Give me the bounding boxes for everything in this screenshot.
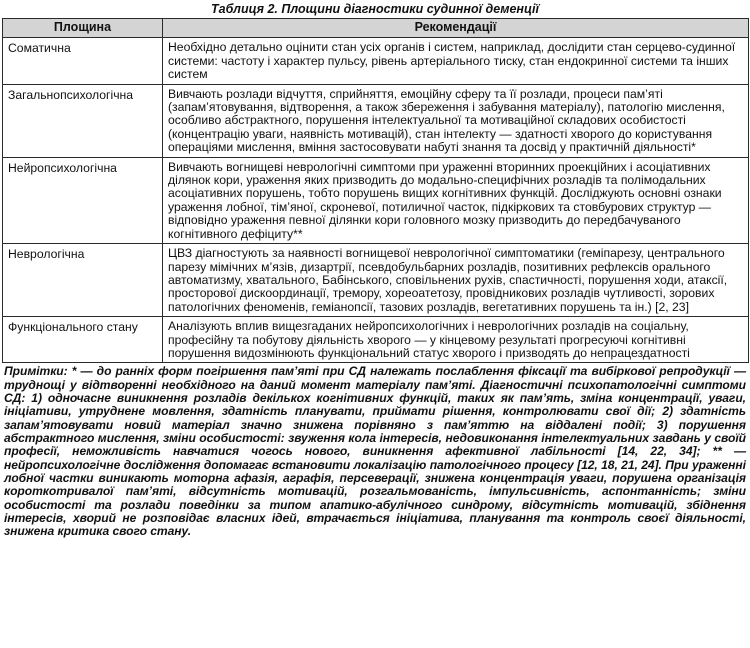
document bbox=[2, 2, 748, 539]
row-area: Функціонального стану bbox=[3, 317, 163, 363]
diagnostics-table bbox=[2, 18, 749, 363]
table-header-row bbox=[3, 19, 749, 38]
row-area: Нейропсихологічна bbox=[3, 157, 163, 243]
row-recommendation: Аналізують вплив вищезгаданих нейропсихологічних і неврологічних розладів на соціальну, професійну та побутову діяльність хворого — у кінцевому результаті прогресуючі когнітивні порушення видозмінюють функціональний статус хворого і призводять до непрацездатності bbox=[163, 317, 749, 363]
header-recommendations: Рекомендації bbox=[163, 19, 749, 38]
table-row bbox=[3, 38, 749, 84]
table-notes: Примітки: * — до ранніх форм погіршення пам’яті при СД належать послаблення фіксації та вибіркової репродукції — труднощі у відтворенні необхідного на даний момент матеріалу пам’яті. Діагностичні психопатологічні симптоми СД: 1) одночасне виникнення розладів декількох когнітивних функцій, таких як пам’ять, зміна концентрації, уваги, ініціативи, утруднене мовлення, здатність планувати, приймати рішення, контролювати свої дії; 2) здатність запам’ятовувати новий матеріал значно знижена порівняно з пам’яттю на віддалені події; 3) порушення абстрактного мислення, зміни особистості: звуження кола інтересів, недовиконання інтелектуальних завдань у своїй професії, неможливість навчатися чогось нового, виникнення афективної лабільності [14, 22, 34]; ** — нейропсихологічне дослідження допомагає встановити локалізацію патологічного процесу [12, 18, 21, 24]. При ураженні лобної частки виникають моторна афазія, аграфія, персеверації, знижена концентрація уваги, порушена організація короткотривалої пам’яті, відсутність мотивацій, розгальмованість, імпульсивність, аспонтанність; зміни особистості та розлади поведінки за типом апатико-абулічного синдрому, відсутність мотивацій, збіднення інтересів, хворий не розповідає власних ідей, втрачається ініціатива, планування та контроль своєї діяльності, знижена критика свого стану. bbox=[4, 364, 746, 539]
table-row bbox=[3, 157, 749, 243]
row-recommendation: Необхідно детально оцінити стан усіх органів і систем, наприклад, дослідити стан серцево-судинної системи: частоту і характер пульсу, рівень артеріального тиску, стан ендокринної системи та інших систем bbox=[163, 38, 749, 84]
table-row bbox=[3, 244, 749, 317]
table-row bbox=[3, 317, 749, 363]
row-recommendation: ЦВЗ діагностують за наявності вогнищевої неврологічної симптоматики (геміпарезу, центрального парезу мімічних м’язів, дизартрії, псевдобульбарних розладів, позитивних рефлексів орального автоматизму, хватального, Бабінського, сповільнених рухів, спастичності, порушення ходи, атаксії, просторової дискоординації, тремору, хореоатетозу, провідникових розладів чутливості, зорових патологічних феноменів, геміанопсії, тазових розладів, вегетативних порушень та ін.) [2, 23] bbox=[163, 244, 749, 317]
row-area: Соматична bbox=[3, 38, 163, 84]
table-caption: Таблиця 2. Площини діагностики судинної деменції bbox=[211, 2, 539, 16]
row-recommendation: Вивчають розлади відчуття, сприйняття, емоційну сферу та її розлади, процеси пам’яті (запам’ятовування, відтворення, а також збереження і забування матеріалу), патологію мислення, особливо абстрактного, порушення інтелектуальної та мотиваційної складових особистості (концентрацію уваги, наявність мотивацій), стан інтелекту — здатності хворого до користування операціями мислення, вміння застосовувати набуті знання та досвід у практичній діяльності* bbox=[163, 84, 749, 157]
table-row bbox=[3, 84, 749, 157]
row-recommendation: Вивчають вогнищеві неврологічні симптоми при ураженні вторинних проекційних і асоціативних ділянок кори, ураження яких призводить до модально-специфічних розладів та полімодальних асоціативних порушень, тобто порушень вищих когнітивних функцій. Досліджують основні ознаки ураження лобної, тім’яної, скроневої, потиличної часток, підкіркових та стовбурових структур — відповідно ураження певної ділянки кори головного мозку призводить до передбачуваного когнітивного дефіциту** bbox=[163, 157, 749, 243]
row-area: Загальнопсихологічна bbox=[3, 84, 163, 157]
header-area: Площина bbox=[3, 19, 163, 38]
row-area: Неврологічна bbox=[3, 244, 163, 317]
